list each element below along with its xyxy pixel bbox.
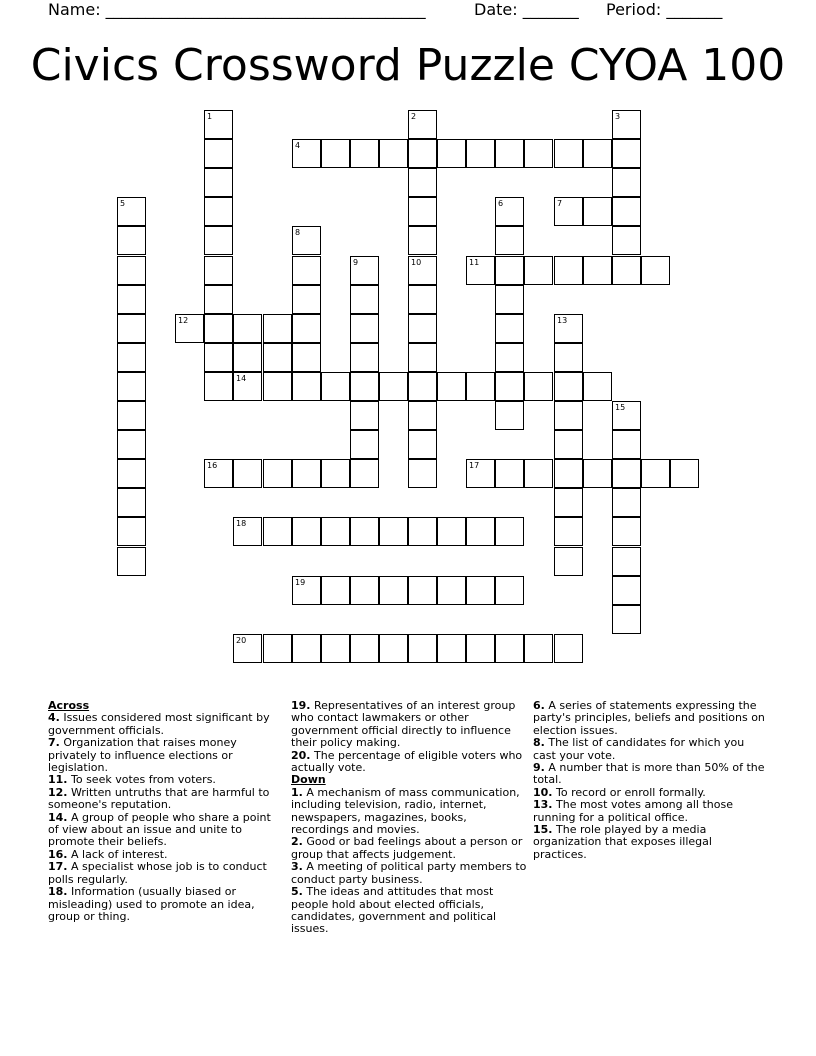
- grid-cell[interactable]: [117, 197, 146, 226]
- grid-cell[interactable]: [612, 547, 641, 576]
- clue-number-label: 20: [236, 636, 247, 645]
- grid-cell[interactable]: [466, 634, 495, 663]
- grid-cell[interactable]: [554, 372, 583, 401]
- clue-number-label: 4: [295, 141, 301, 150]
- grid-cell[interactable]: [554, 459, 583, 488]
- clue-item: [291, 886, 527, 936]
- grid-cell[interactable]: [263, 372, 292, 401]
- clue-text: A series of statements expressing the party's principles, beliefs and positions on election issues.: [533, 699, 765, 737]
- grid-cell[interactable]: [408, 372, 437, 401]
- across-heading: Across: [48, 699, 90, 712]
- grid-cell[interactable]: [554, 547, 583, 576]
- grid-cell[interactable]: [495, 197, 524, 226]
- grid-cell[interactable]: [408, 343, 437, 372]
- clue-text: The most votes among all those running for a political office.: [533, 798, 733, 824]
- grid-cell[interactable]: [379, 517, 408, 546]
- clue-text: The ideas and attitudes that most people hold about elected officials, candidates, government and political issues.: [291, 885, 497, 936]
- clue-item: [533, 824, 769, 861]
- clue-number: 5.: [291, 885, 303, 899]
- grid-cell[interactable]: [466, 459, 495, 488]
- grid-cell[interactable]: [321, 517, 350, 546]
- grid-cell[interactable]: [233, 459, 262, 488]
- clue-number: 19.: [291, 699, 311, 712]
- clue-number-label: 14: [236, 374, 247, 383]
- grid-cell[interactable]: [495, 343, 524, 372]
- clue-text: Issues considered most significant by government officials.: [48, 711, 270, 737]
- grid-cell[interactable]: [350, 430, 379, 459]
- clue-item: [291, 750, 527, 775]
- clue-number: 6.: [533, 699, 545, 712]
- grid-cell[interactable]: [524, 372, 553, 401]
- grid-cell[interactable]: [350, 256, 379, 285]
- grid-cell[interactable]: [233, 372, 262, 401]
- grid-cell[interactable]: [408, 459, 437, 488]
- grid-cell[interactable]: [117, 547, 146, 576]
- grid-cell[interactable]: [204, 459, 233, 488]
- grid-cell[interactable]: [292, 372, 321, 401]
- grid-cell[interactable]: [117, 285, 146, 314]
- grid-cell[interactable]: [408, 285, 437, 314]
- grid-cell[interactable]: [554, 401, 583, 430]
- grid-cell[interactable]: [408, 576, 437, 605]
- grid-cell[interactable]: [437, 139, 466, 168]
- grid-cell[interactable]: [408, 314, 437, 343]
- grid-cell[interactable]: [583, 372, 612, 401]
- clue-text: Representatives of an interest group who contact lawmakers or other government official directly to influence their policy making.: [291, 699, 516, 750]
- clue-number: 1.: [291, 785, 303, 799]
- grid-cell[interactable]: [466, 256, 495, 285]
- clue-item: [533, 762, 769, 787]
- grid-cell[interactable]: [379, 372, 408, 401]
- grid-cell[interactable]: [495, 634, 524, 663]
- grid-cell[interactable]: [466, 517, 495, 546]
- grid-cell[interactable]: [379, 576, 408, 605]
- grid-cell[interactable]: [495, 401, 524, 430]
- grid-cell[interactable]: [233, 343, 262, 372]
- grid-cell[interactable]: [554, 634, 583, 663]
- grid-cell[interactable]: [292, 634, 321, 663]
- clue-number-label: 8: [295, 228, 301, 237]
- clue-text: Written untruths that are harmful to someone's reputation.: [48, 785, 270, 812]
- grid-cell[interactable]: [292, 139, 321, 168]
- clue-item: [48, 737, 284, 774]
- clue-text: Good or bad feelings about a person or group that affects judgement.: [291, 835, 523, 861]
- grid-cell[interactable]: [350, 517, 379, 546]
- grid-cell[interactable]: [495, 256, 524, 285]
- clue-text: The list of candidates for which you cast your vote.: [533, 736, 745, 762]
- grid-cell[interactable]: [292, 517, 321, 546]
- clue-item: [48, 712, 284, 737]
- clue-number: 4.: [48, 711, 60, 725]
- clues-column-3: [533, 700, 769, 861]
- grid-cell[interactable]: [204, 372, 233, 401]
- clue-number-label: 7: [557, 199, 563, 208]
- clue-number: 12.: [48, 785, 68, 799]
- grid-cell[interactable]: [612, 605, 641, 634]
- grid-cell[interactable]: [495, 314, 524, 343]
- grid-cell[interactable]: [408, 256, 437, 285]
- clue-text: To seek votes from voters.: [71, 773, 216, 787]
- grid-cell[interactable]: [612, 197, 641, 226]
- grid-cell[interactable]: [204, 110, 233, 139]
- grid-cell[interactable]: [554, 139, 583, 168]
- grid-cell[interactable]: [204, 285, 233, 314]
- grid-cell[interactable]: [408, 226, 437, 255]
- clue-text: The role played by a media organization that exposes illegal practices.: [533, 823, 712, 861]
- grid-cell[interactable]: [233, 314, 262, 343]
- clue-text: A meeting of political party members to conduct party business.: [291, 860, 527, 886]
- grid-cell[interactable]: [350, 372, 379, 401]
- grid-cell[interactable]: [321, 372, 350, 401]
- grid-cell[interactable]: [350, 285, 379, 314]
- grid-cell[interactable]: [583, 197, 612, 226]
- clue-number-label: 3: [615, 112, 621, 121]
- clue-number: 2.: [291, 835, 303, 849]
- grid-cell[interactable]: [495, 226, 524, 255]
- clue-text: A specialist whose job is to conduct polls regularly.: [48, 860, 267, 886]
- grid-cell[interactable]: [524, 459, 553, 488]
- clue-number-label: 11: [469, 258, 480, 267]
- grid-cell[interactable]: [292, 343, 321, 372]
- grid-cell[interactable]: [117, 256, 146, 285]
- grid-cell[interactable]: [321, 576, 350, 605]
- clue-number: 15.: [533, 823, 553, 837]
- grid-cell[interactable]: [554, 256, 583, 285]
- grid-cell[interactable]: [524, 256, 553, 285]
- grid-cell[interactable]: [408, 110, 437, 139]
- grid-cell[interactable]: [495, 459, 524, 488]
- clue-item: [48, 787, 284, 812]
- grid-cell[interactable]: [263, 314, 292, 343]
- grid-cell[interactable]: [408, 634, 437, 663]
- clue-number: 9.: [533, 761, 545, 775]
- grid-cell[interactable]: [554, 197, 583, 226]
- grid-cell[interactable]: [204, 343, 233, 372]
- grid-cell[interactable]: [117, 430, 146, 459]
- grid-cell[interactable]: [117, 517, 146, 546]
- grid-cell[interactable]: [117, 372, 146, 401]
- grid-cell[interactable]: [437, 634, 466, 663]
- grid-cell[interactable]: [233, 517, 262, 546]
- clue-number-label: 13: [557, 316, 568, 325]
- grid-cell[interactable]: [612, 430, 641, 459]
- clue-number-label: 2: [411, 112, 417, 121]
- clue-number-label: 18: [236, 519, 247, 528]
- date-field: Date: _______: [474, 0, 579, 19]
- grid-cell[interactable]: [263, 343, 292, 372]
- grid-cell[interactable]: [495, 285, 524, 314]
- grid-cell[interactable]: [408, 197, 437, 226]
- grid-cell[interactable]: [204, 139, 233, 168]
- grid-cell[interactable]: [408, 168, 437, 197]
- grid-cell[interactable]: [292, 226, 321, 255]
- grid-cell[interactable]: [583, 256, 612, 285]
- grid-cell[interactable]: [408, 139, 437, 168]
- grid-cell[interactable]: [263, 634, 292, 663]
- clue-number: 13.: [533, 798, 553, 812]
- grid-cell[interactable]: [641, 256, 670, 285]
- clue-text: A group of people who share a point of view about an issue and unite to promote their beliefs.: [48, 810, 271, 849]
- grid-cell[interactable]: [612, 168, 641, 197]
- clue-number-label: 9: [353, 258, 359, 267]
- clue-number: 14.: [48, 810, 68, 824]
- clues-column-2: [291, 700, 527, 936]
- grid-cell[interactable]: [117, 459, 146, 488]
- clue-text: Organization that raises money privately to influence elections or legislation.: [48, 736, 237, 775]
- grid-cell[interactable]: [408, 517, 437, 546]
- grid-cell[interactable]: [204, 168, 233, 197]
- grid-cell[interactable]: [583, 139, 612, 168]
- grid-cell[interactable]: [612, 459, 641, 488]
- grid-cell[interactable]: [612, 488, 641, 517]
- grid-cell[interactable]: [204, 314, 233, 343]
- grid-cell[interactable]: [554, 343, 583, 372]
- grid-cell[interactable]: [350, 139, 379, 168]
- clue-number: 3.: [291, 860, 303, 874]
- grid-cell[interactable]: [292, 576, 321, 605]
- grid-cell[interactable]: [466, 576, 495, 605]
- grid-cell[interactable]: [612, 256, 641, 285]
- clue-item: [48, 886, 284, 923]
- clue-item: [48, 861, 284, 886]
- clue-item: [533, 700, 769, 737]
- grid-cell[interactable]: [437, 576, 466, 605]
- clue-number: 11.: [48, 773, 68, 787]
- grid-cell[interactable]: [466, 372, 495, 401]
- clue-number-label: 6: [498, 199, 504, 208]
- grid-cell[interactable]: [350, 401, 379, 430]
- name-field: Name: ________________________________________: [48, 0, 426, 19]
- clue-number-label: 19: [295, 578, 306, 587]
- clue-number: 17.: [48, 860, 68, 874]
- grid-cell[interactable]: [350, 634, 379, 663]
- clue-number: 10.: [533, 785, 553, 799]
- grid-cell[interactable]: [379, 139, 408, 168]
- grid-cell[interactable]: [204, 256, 233, 285]
- grid-cell[interactable]: [612, 517, 641, 546]
- grid-cell[interactable]: [612, 110, 641, 139]
- clue-text: Information (usually biased or misleading) used to promote an idea, group or thing.: [48, 885, 255, 923]
- clue-number-label: 5: [120, 199, 126, 208]
- grid-cell[interactable]: [321, 459, 350, 488]
- grid-cell[interactable]: [408, 401, 437, 430]
- grid-cell[interactable]: [554, 517, 583, 546]
- clue-item: [48, 812, 284, 849]
- grid-cell[interactable]: [350, 314, 379, 343]
- page-title: Civics Crossword Puzzle CYOA 100: [30, 40, 786, 91]
- grid-cell[interactable]: [495, 372, 524, 401]
- grid-cell[interactable]: [117, 343, 146, 372]
- clue-text: The percentage of eligible voters who actually vote.: [291, 748, 523, 775]
- grid-cell[interactable]: [292, 459, 321, 488]
- clue-number: 8.: [533, 736, 545, 750]
- grid-cell[interactable]: [670, 459, 699, 488]
- down-heading: Down: [291, 773, 326, 787]
- grid-cell[interactable]: [117, 226, 146, 255]
- clue-text: A lack of interest.: [71, 847, 168, 861]
- grid-cell[interactable]: [612, 139, 641, 168]
- clue-number-label: 17: [469, 461, 480, 470]
- grid-cell[interactable]: [379, 634, 408, 663]
- grid-cell[interactable]: [321, 634, 350, 663]
- grid-cell[interactable]: [292, 256, 321, 285]
- grid-cell[interactable]: [408, 430, 437, 459]
- grid-cell[interactable]: [233, 634, 262, 663]
- grid-cell[interactable]: [117, 488, 146, 517]
- grid-cell[interactable]: [350, 343, 379, 372]
- clue-number: 7.: [48, 736, 60, 750]
- grid-cell[interactable]: [612, 401, 641, 430]
- clue-item: [291, 787, 527, 837]
- clue-number: 20.: [291, 748, 311, 762]
- grid-cell[interactable]: [350, 576, 379, 605]
- clue-item: [291, 700, 527, 750]
- grid-cell[interactable]: [117, 314, 146, 343]
- grid-cell[interactable]: [263, 459, 292, 488]
- grid-cell[interactable]: [117, 401, 146, 430]
- grid-cell[interactable]: [554, 430, 583, 459]
- grid-cell[interactable]: [321, 139, 350, 168]
- clue-number-label: 12: [178, 316, 189, 325]
- grid-cell[interactable]: [641, 459, 670, 488]
- grid-cell[interactable]: [583, 459, 612, 488]
- grid-cell[interactable]: [524, 139, 553, 168]
- clue-text: A number that is more than 50% of the total.: [533, 761, 765, 787]
- clue-item: [533, 737, 769, 762]
- grid-cell[interactable]: [612, 576, 641, 605]
- grid-cell[interactable]: [437, 517, 466, 546]
- grid-cell[interactable]: [204, 226, 233, 255]
- clue-text: A mechanism of mass communication, including television, radio, internet, newspapers, magazines, books, recordings and movies.: [291, 785, 520, 837]
- grid-cell[interactable]: [495, 517, 524, 546]
- grid-cell[interactable]: [437, 372, 466, 401]
- clue-text: To record or enroll formally.: [556, 785, 706, 799]
- clues-column-1: [48, 700, 284, 923]
- grid-cell[interactable]: [495, 139, 524, 168]
- grid-cell[interactable]: [495, 576, 524, 605]
- grid-cell[interactable]: [350, 459, 379, 488]
- grid-cell[interactable]: [612, 226, 641, 255]
- clue-item: [291, 861, 527, 886]
- grid-cell[interactable]: [554, 488, 583, 517]
- grid-cell[interactable]: [175, 314, 204, 343]
- grid-cell[interactable]: [292, 314, 321, 343]
- grid-cell[interactable]: [263, 517, 292, 546]
- clue-number-label: 1: [207, 112, 213, 121]
- grid-cell[interactable]: [292, 285, 321, 314]
- clue-number-label: 10: [411, 258, 422, 267]
- period-field: Period: _______: [606, 0, 723, 19]
- grid-cell[interactable]: [524, 634, 553, 663]
- grid-cell[interactable]: [204, 197, 233, 226]
- clue-number-label: 15: [615, 403, 626, 412]
- clue-item: [291, 836, 527, 861]
- grid-cell[interactable]: [554, 314, 583, 343]
- grid-cell[interactable]: [466, 139, 495, 168]
- clue-number: 18.: [48, 885, 68, 899]
- clue-item: [533, 799, 769, 824]
- clue-number: 16.: [48, 847, 68, 861]
- clue-number-label: 16: [207, 461, 218, 470]
